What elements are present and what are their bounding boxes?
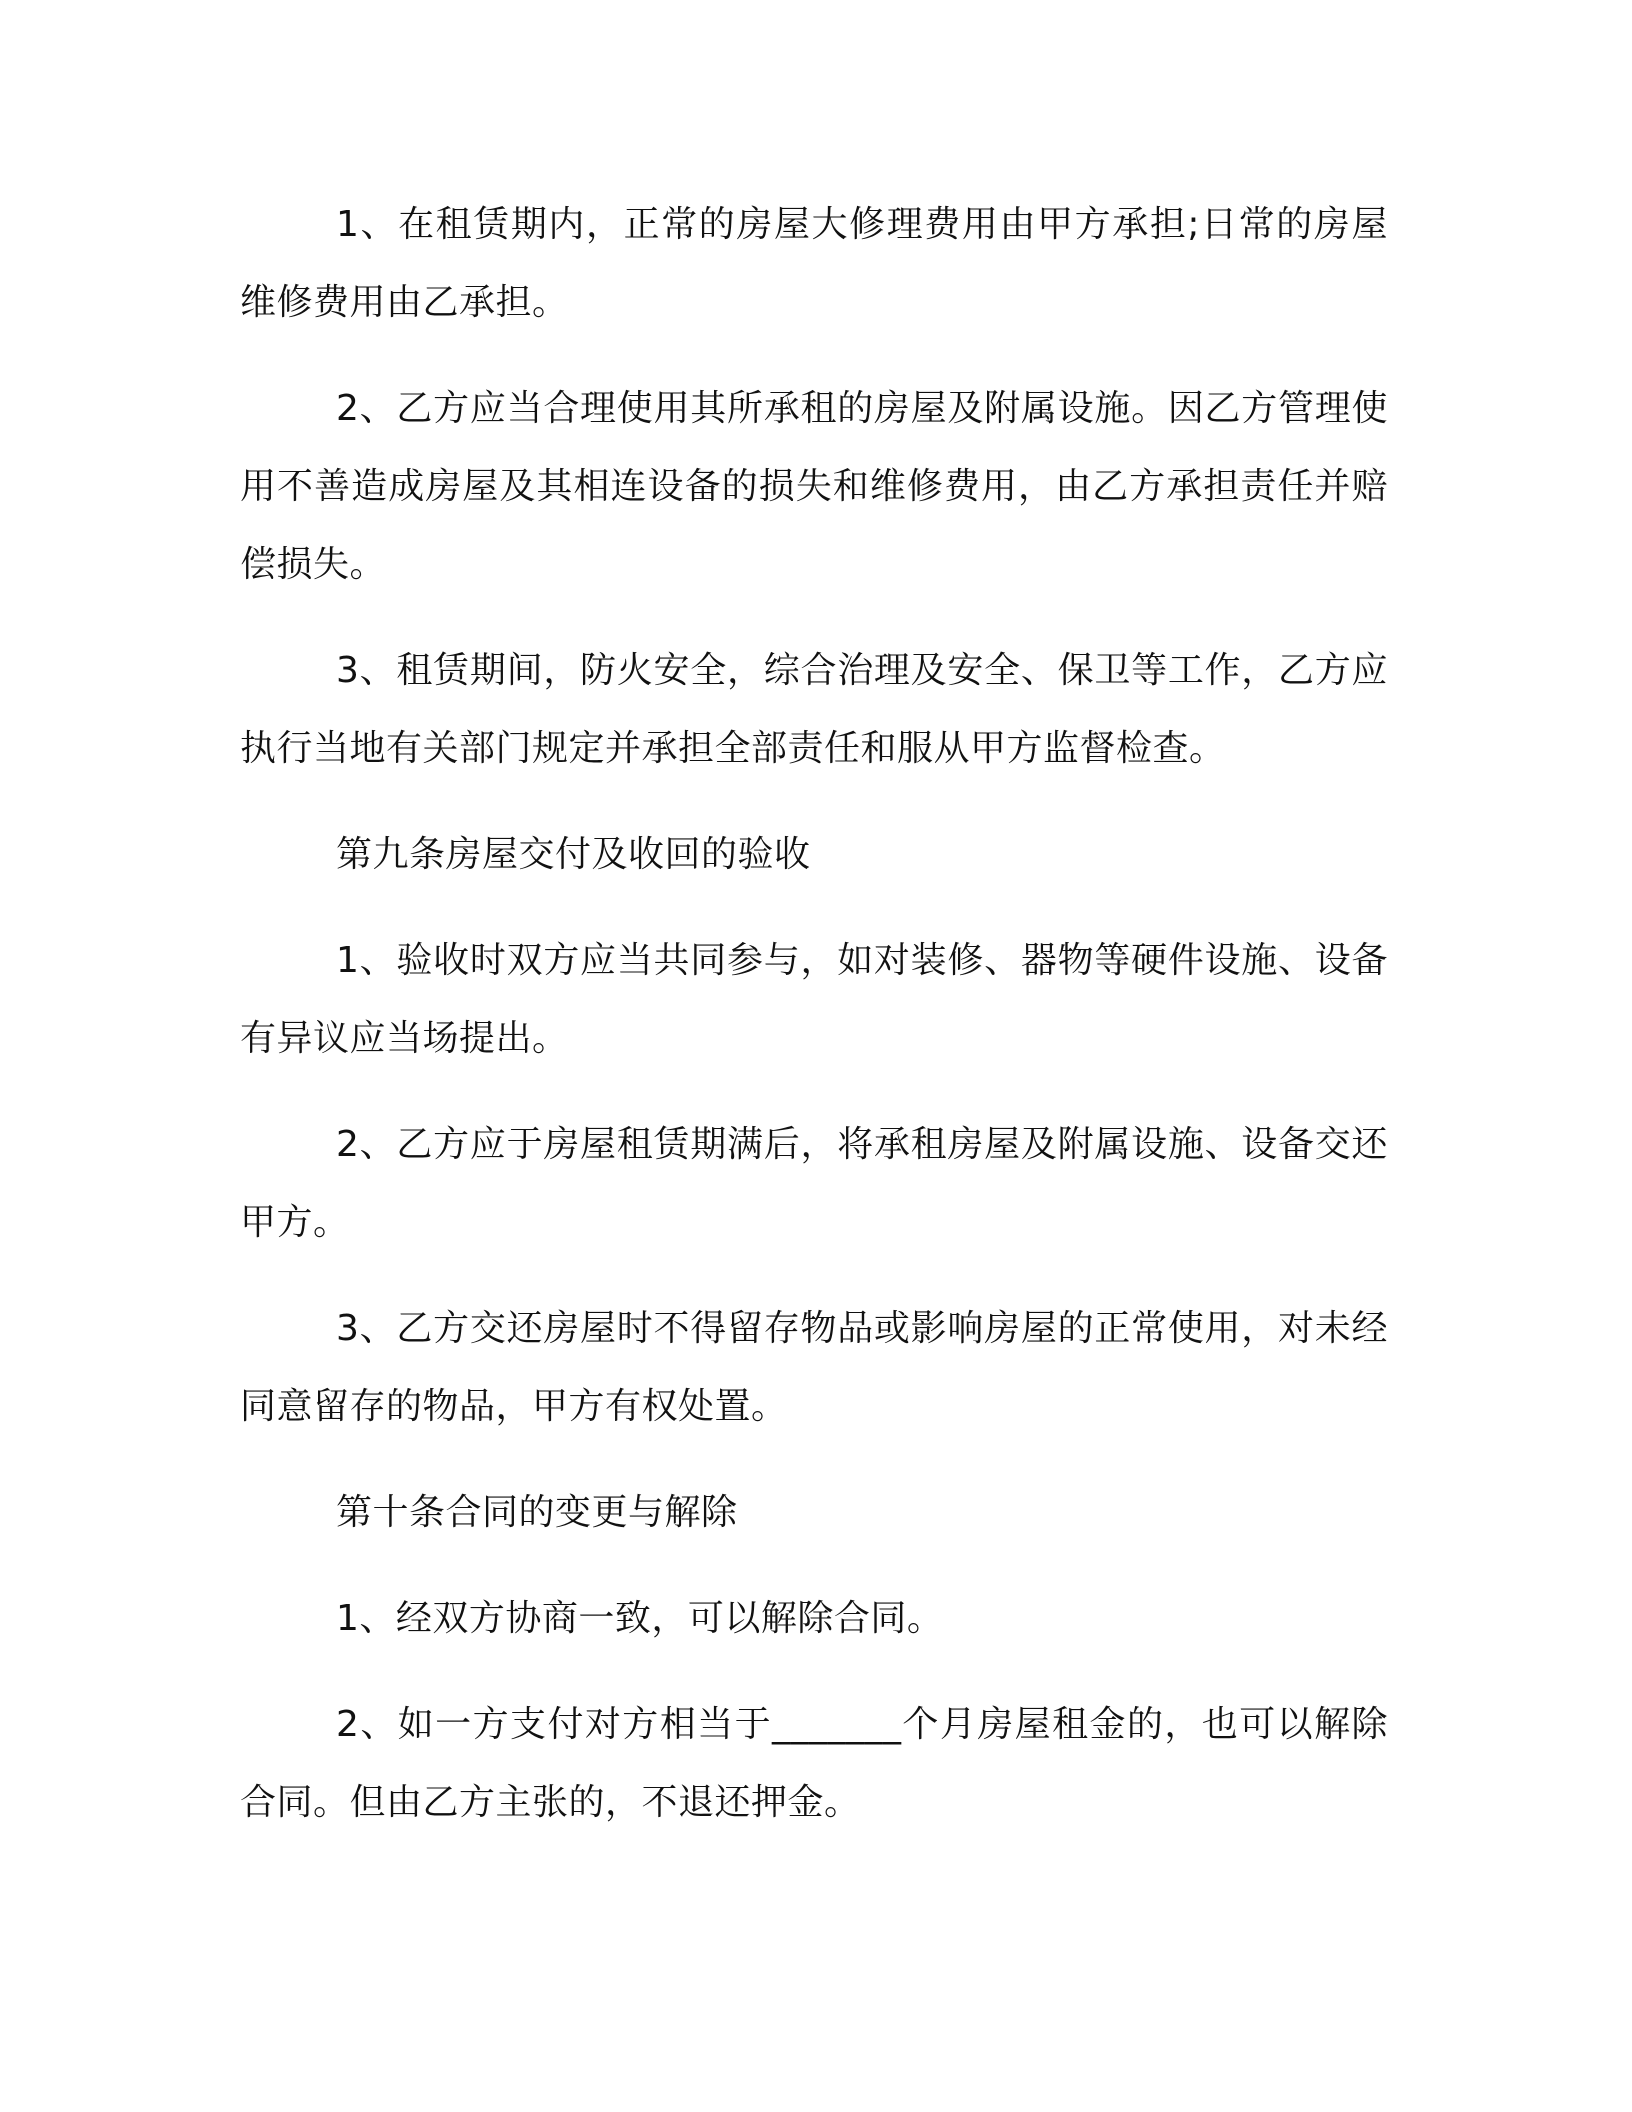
paragraph-repair-costs: 1、在租赁期内，正常的房屋大修理费用由甲方承担;日常的房屋维修费用由乙承担。 [240,204,1388,323]
document-body [240,186,1388,1870]
section-heading-article-10: 第十条合同的变更与解除 [336,1492,738,1533]
paragraph-reasonable-use: 2、乙方应当合理使用其所承租的房屋及附属设施。因乙方管理使用不善造成房屋及其相连设备的损失和维修费用，由乙方承担责任并赔偿损失。 [240,388,1388,585]
paragraph-fire-safety: 3、租赁期间，防火安全，综合治理及安全、保卫等工作，乙方应执行当地有关部门规定并承担全部责任和服从甲方监督检查。 [240,650,1388,769]
paragraph-joint-inspection: 1、验收时双方应当共同参与，如对装修、器物等硬件设施、设备有异议应当场提出。 [240,940,1388,1059]
paragraph-return-premises: 2、乙方应于房屋租赁期满后，将承租房屋及附属设施、设备交还甲方。 [240,1124,1388,1243]
paragraph-compensation-termination: 2、如一方支付对方相当于_______个月房屋租金的，也可以解除合同。但由乙方主张的，不退还押金。 [240,1704,1388,1823]
section-heading-article-9: 第九条房屋交付及收回的验收 [336,834,811,875]
paragraph-mutual-termination: 1、经双方协商一致，可以解除合同。 [336,1598,944,1639]
paragraph-leftover-items: 3、乙方交还房屋时不得留存物品或影响房屋的正常使用，对未经同意留存的物品，甲方有权处置。 [240,1308,1388,1427]
